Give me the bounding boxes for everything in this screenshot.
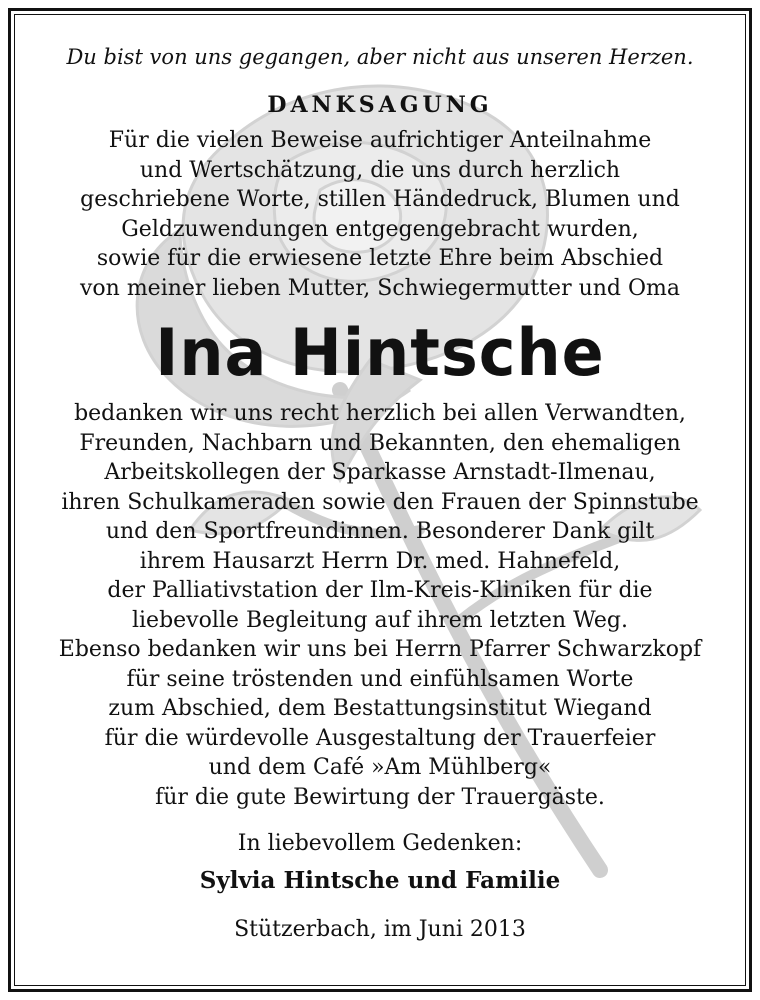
family-signature: Sylvia Hintsche und Familie [199, 867, 561, 894]
heading: DANKSAGUNG [267, 92, 493, 118]
thanks-line: und dem Café »Am Mühlberg« [208, 755, 552, 780]
thanks-line: Freunden, Nachbarn und Bekannten, den ehemaligen [79, 430, 681, 456]
intro-line: Für die vielen Beweise aufrichtiger Anteilnahme [108, 128, 652, 153]
intro-paragraph [24, 126, 736, 303]
thanks-line: der Palliativstation der Ilm-Kreis-Kliniken für die [107, 578, 653, 603]
deceased-name: Ina Hintsche [155, 314, 605, 391]
intro-line: Geldzuwendungen entgegengebracht wurden, [121, 216, 639, 242]
thanks-line: zum Abschied, dem Bestattungsinstitut Wiegand [108, 696, 652, 721]
thanks-line: ihrem Hausarzt Herrn Dr. med. Hahnefeld, [139, 548, 621, 574]
intro-line: sowie für die erwiesene letzte Ehre beim Abschied [96, 246, 664, 271]
thanks-line: bedanken wir uns recht herzlich bei allen Verwandten, [74, 401, 686, 426]
intro-line: und Wertschätzung, die uns durch herzlich [139, 157, 621, 183]
place-date: Stützerbach, im Juni 2013 [234, 917, 526, 942]
signoff: In liebevollem Gedenken: [237, 831, 523, 856]
notice-content [24, 44, 736, 944]
thanks-line: Arbeitskollegen der Sparkasse Arnstadt-Ilmenau, [104, 460, 656, 485]
motto: Du bist von uns gegangen, aber nicht aus unseren Herzen. [66, 45, 694, 69]
thanks-line: für die gute Bewirtung der Trauergäste. [155, 784, 605, 810]
thanks-line: ihren Schulkameraden sowie den Frauen der Spinnstube [61, 489, 699, 515]
thanks-paragraph [24, 399, 736, 812]
intro-line: geschriebene Worte, stillen Händedruck, Blumen und [80, 187, 680, 212]
thanks-line: für die würdevolle Ausgestaltung der Trauerfeier [104, 725, 656, 751]
thanks-line: und den Sportfreundinnen. Besonderer Dank gilt [105, 519, 655, 544]
intro-line: von meiner lieben Mutter, Schwiegermutter und Oma [79, 275, 681, 301]
thanks-line: Ebenso bedanken wir uns bei Herrn Pfarrer Schwarzkopf [58, 637, 702, 662]
thanks-line: liebevolle Begleitung auf ihrem letzten Weg. [131, 607, 628, 633]
thanks-line: für seine tröstenden und einfühlsamen Worte [126, 666, 634, 692]
